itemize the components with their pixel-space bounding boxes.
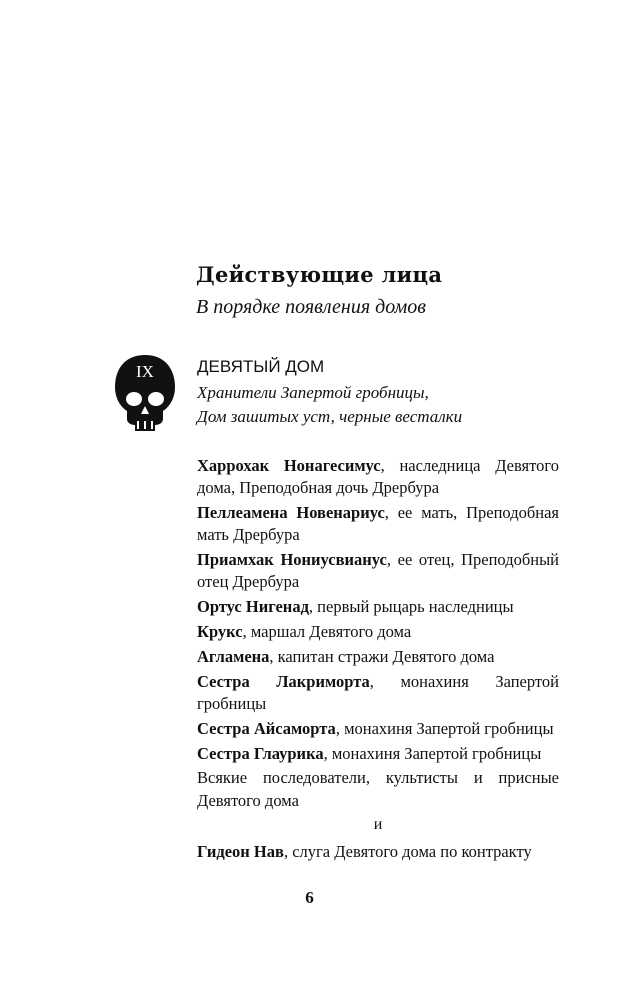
character-name: Гидеон Нав xyxy=(197,841,284,861)
cast-entry xyxy=(197,671,559,716)
character-description: , монахиня Запертой гробницы xyxy=(197,671,559,713)
character-name: Сестра Глаурика xyxy=(197,743,324,763)
character-description: , ее отец, Преподобный отец Дрербура xyxy=(197,550,559,592)
character-description: , ее мать, Преподобная мать Дрербура xyxy=(197,503,559,545)
house-description-line: Хранители Запертой гробницы, xyxy=(197,383,429,402)
page-subtitle: В порядке появления домов xyxy=(196,296,426,318)
skull-eye-right xyxy=(148,392,164,406)
cast-entry xyxy=(197,455,559,500)
character-description: , монахиня Запертой гробницы xyxy=(323,743,542,763)
house-description xyxy=(197,381,462,429)
cast-entry xyxy=(197,646,559,668)
house-numeral: IX xyxy=(136,362,154,381)
character-description: , первый рыцарь наследницы xyxy=(308,597,514,617)
character-description: , монахиня Запертой гробницы xyxy=(335,718,554,738)
cast-list xyxy=(197,455,559,866)
character-name: Ортус Нигенад xyxy=(197,597,309,617)
skull-eye-left xyxy=(126,392,142,406)
character-description: , капитан стражи Девятого дома xyxy=(269,646,495,666)
cast-entry xyxy=(197,718,559,740)
house-description-line: Дом зашитых уст, черные весталки xyxy=(197,407,463,426)
cast-entry xyxy=(197,743,559,765)
house-name: ДЕВЯТЫЙ ДОМ xyxy=(197,357,325,376)
conjunction: и xyxy=(373,816,383,834)
character-name: Агламена xyxy=(197,646,270,666)
character-description: , наследница Девятого дома, Преподобная дочь Дрербура xyxy=(197,456,559,498)
character-description: , слуга Девятого дома по контракту xyxy=(283,841,532,861)
cast-entry-final xyxy=(197,841,559,863)
character-name: Приамхак Нониусвианус xyxy=(197,550,387,570)
character-name: Пеллеамена Новенариус xyxy=(197,503,385,523)
character-description: Всякие последователи, культисты и присные Девятого дома xyxy=(197,768,559,810)
character-description: , маршал Девятого дома xyxy=(242,622,412,642)
character-name: Сестра Лакриморта xyxy=(197,671,370,691)
cast-entry xyxy=(197,767,559,812)
character-name: Крукс xyxy=(197,622,243,642)
page-title: Действующие лица xyxy=(196,262,443,287)
cast-entry xyxy=(197,549,559,594)
cast-entry xyxy=(197,621,559,643)
cast-entry xyxy=(197,502,559,547)
character-name: Сестра Айсаморта xyxy=(197,718,336,738)
cast-entry xyxy=(197,596,559,618)
page-number: 6 xyxy=(305,888,314,907)
character-name: Харрохак Нонагесимус xyxy=(197,456,381,475)
skull-icon xyxy=(113,353,177,433)
